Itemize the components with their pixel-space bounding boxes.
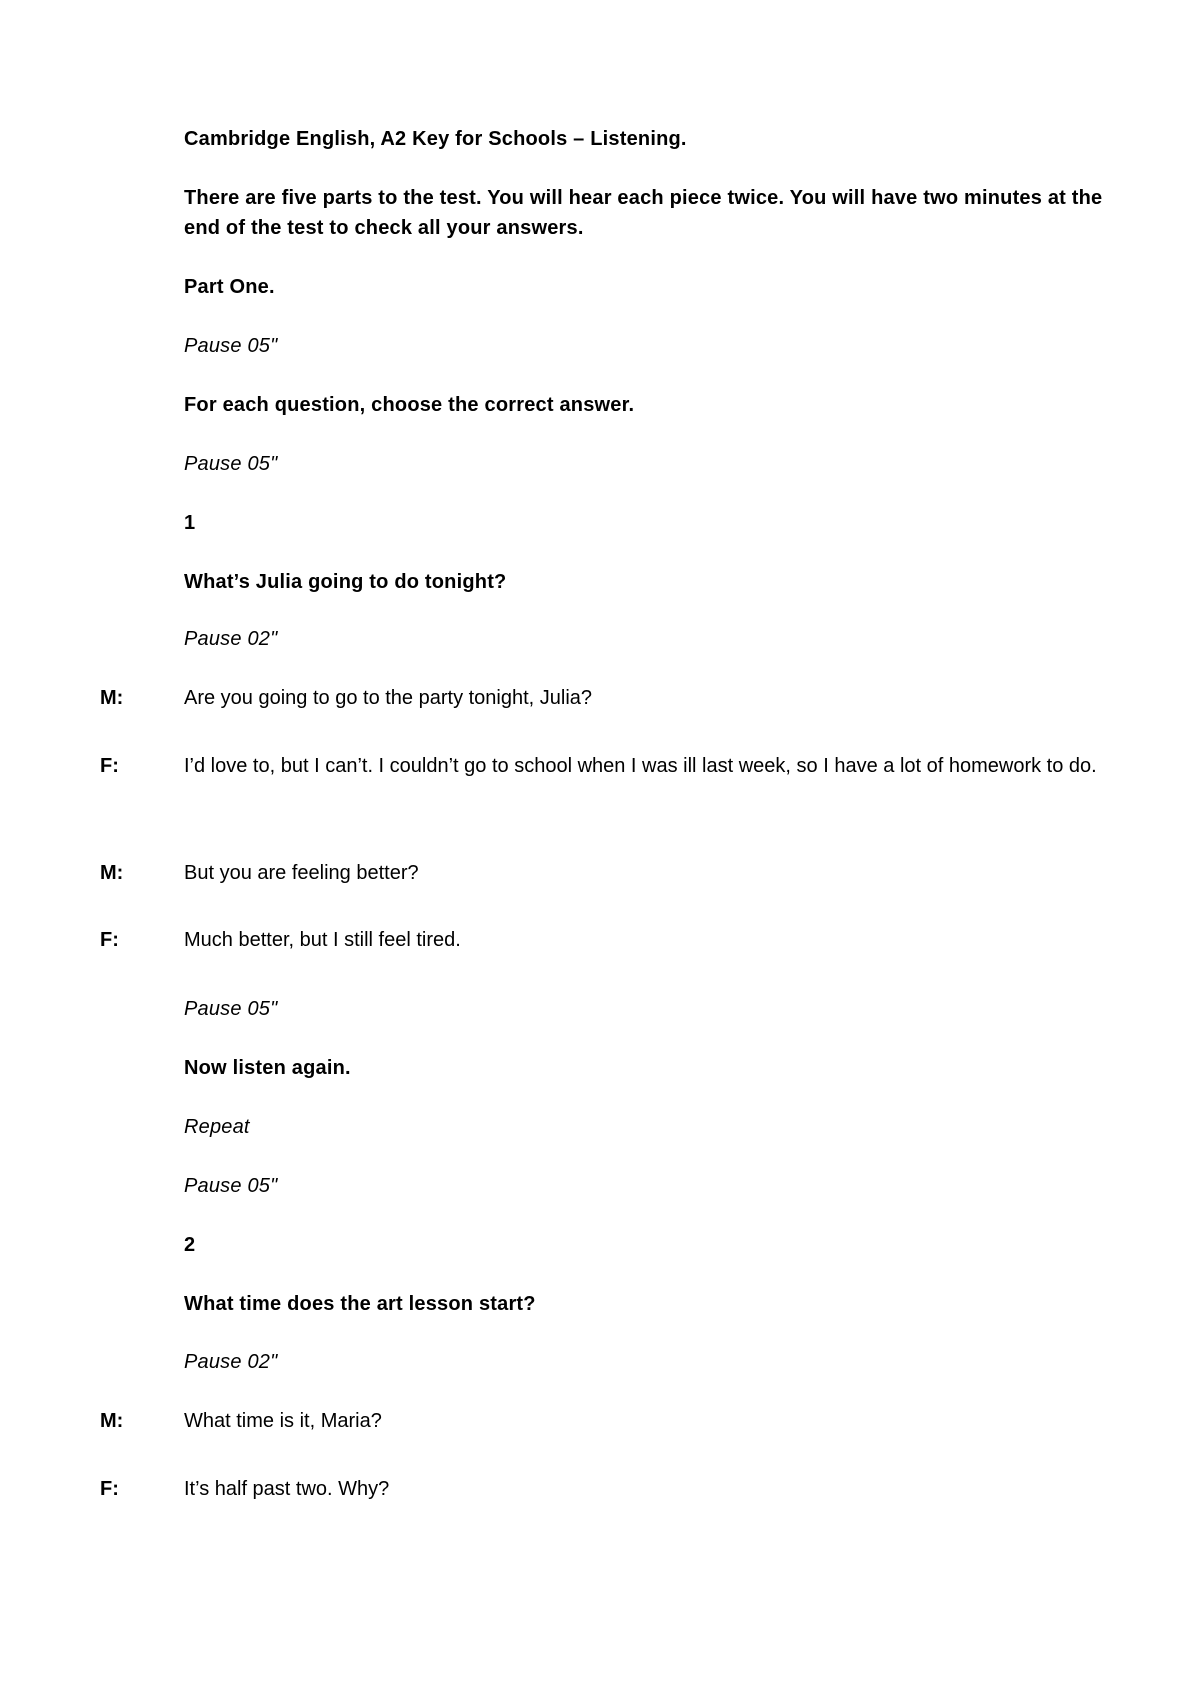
pause-note: Pause 02"	[184, 628, 278, 650]
dialogue-line: Much better, but I still feel tired.	[184, 929, 461, 951]
question-number: 2	[184, 1234, 196, 1256]
pause-note: Pause 05"	[184, 335, 278, 357]
speaker-label: M:	[100, 687, 124, 709]
pause-note: Pause 05"	[184, 1175, 278, 1197]
repeat-note: Repeat	[184, 1116, 250, 1138]
test-intro: There are five parts to the test. You will hear each piece twice. You will have two minutes at the end of the test to check all your answers.	[184, 187, 1103, 239]
dialogue-line: But you are feeling better?	[184, 862, 419, 884]
speaker-label: M:	[100, 862, 124, 884]
pause-note: Pause 02"	[184, 1351, 278, 1373]
part-title: Part One.	[184, 276, 275, 298]
part-instruction: For each question, choose the correct answer.	[184, 394, 635, 416]
document-title: Cambridge English, A2 Key for Schools – Listening.	[184, 128, 687, 150]
question-text: What time does the art lesson start?	[184, 1293, 536, 1315]
question-number: 1	[184, 512, 196, 534]
dialogue-line: What time is it, Maria?	[184, 1410, 382, 1432]
pause-note: Pause 05"	[184, 453, 278, 475]
listen-again-note: Now listen again.	[184, 1057, 351, 1079]
speaker-label: M:	[100, 1410, 124, 1432]
dialogue-line: Are you going to go to the party tonight, Julia?	[184, 687, 593, 709]
question-text: What’s Julia going to do tonight?	[184, 571, 507, 593]
speaker-label: F:	[100, 929, 119, 951]
speaker-label: F:	[100, 755, 119, 777]
dialogue-line: It’s half past two. Why?	[184, 1478, 390, 1500]
dialogue-line: I’d love to, but I can’t. I couldn’t go to school when I was ill last week, so I have a lot of homework to do.	[184, 755, 1097, 777]
speaker-label: F:	[100, 1478, 119, 1500]
pause-note: Pause 05"	[184, 998, 278, 1020]
